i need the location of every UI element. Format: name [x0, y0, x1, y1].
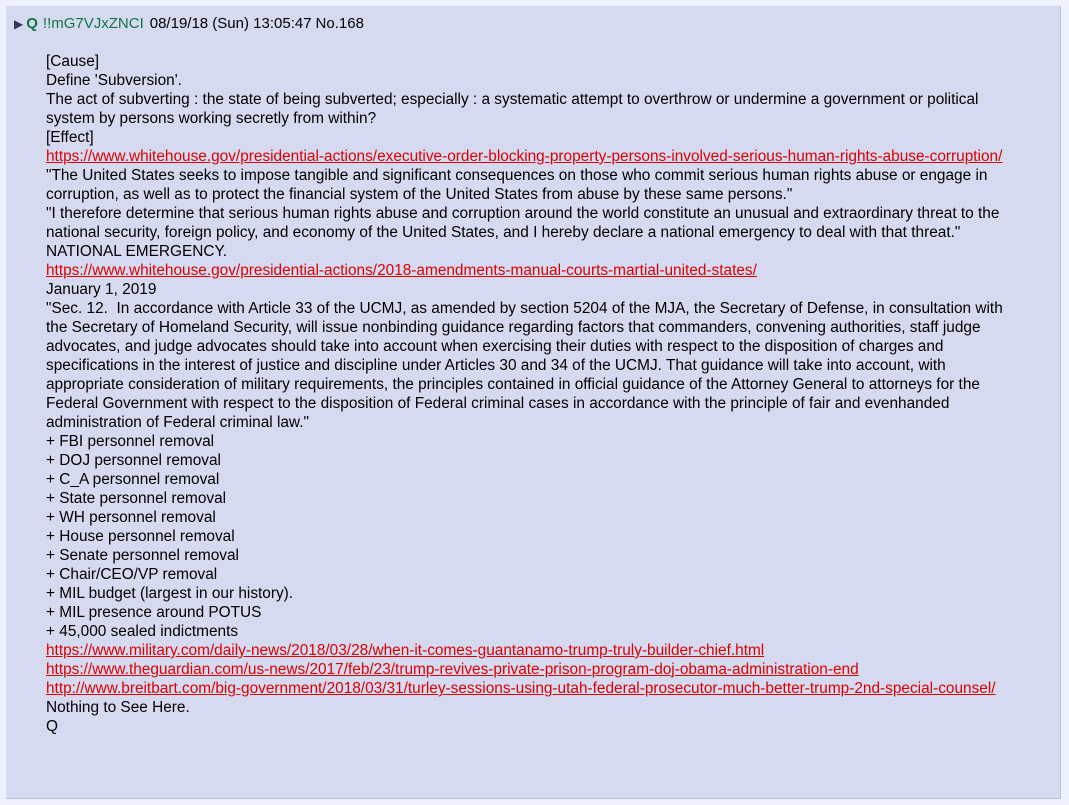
- post-body: [46, 52, 1021, 736]
- post-text-line: NATIONAL EMERGENCY.: [46, 243, 228, 260]
- post-text-line: + WH personnel removal: [46, 509, 216, 526]
- post-text-line: Q: [46, 718, 58, 735]
- post-link[interactable]: https://www.theguardian.com/us-news/2017/feb/23/trump-revives-private-prison-program-doj-obama-administration-end: [46, 661, 859, 678]
- post-link[interactable]: https://www.whitehouse.gov/presidential-actions/executive-order-blocking-property-persons-involved-serious-human-rights-abuse-corruption/: [46, 148, 1003, 165]
- post-menu-arrow-icon[interactable]: ▶: [14, 17, 24, 31]
- post-text-line: + State personnel removal: [46, 490, 227, 507]
- tripcode: !!mG7VJxZNCI: [42, 15, 144, 32]
- post-text-line: + DOJ personnel removal: [46, 452, 221, 469]
- post-text-line: + FBI personnel removal: [46, 433, 215, 450]
- post-text-line: + MIL presence around POTUS: [46, 604, 262, 621]
- post-text-line: "The United States seeks to impose tangible and significant consequences on those who commit serious human rights abuse or engage in corruption, as well as to protect the financial system of the United States from abuse by these same persons.": [46, 167, 992, 203]
- post-link[interactable]: http://www.breitbart.com/big-government/2018/03/31/turley-sessions-using-utah-federal-prosecutor-much-better-trump-2nd-special-counsel/: [46, 680, 996, 697]
- post-link[interactable]: https://www.military.com/daily-news/2018/03/28/when-it-comes-guantanamo-trump-truly-builder-chief.html: [46, 642, 765, 659]
- post-number[interactable]: No.168: [315, 15, 364, 32]
- post-text-line: + 45,000 sealed indictments: [46, 623, 239, 640]
- post-date: 08/19/18 (Sun) 13:05:47: [149, 15, 312, 32]
- post-text-line: Define 'Subversion'.: [46, 72, 182, 89]
- post-text-line: "I therefore determine that serious human rights abuse and corruption around the world constitute an unusual and extraordinary threat to the national security, foreign policy, and economy of the United States, and I hereby declare a national emergency to deal with that threat.": [46, 205, 1004, 241]
- post-text-line: [Effect]: [46, 129, 94, 146]
- post-link[interactable]: https://www.whitehouse.gov/presidential-actions/2018-amendments-manual-courts-martial-united-states/: [46, 262, 757, 279]
- post-text-line: + Senate personnel removal: [46, 547, 239, 564]
- post-text-line: + C_A personnel removal: [46, 471, 220, 488]
- post-text-line: January 1, 2019: [46, 281, 157, 298]
- poster-name: Q: [26, 15, 38, 32]
- post-header: [14, 15, 364, 33]
- post-text-line: "Sec. 12. In accordance with Article 33 of the UCMJ, as amended by section 5204 of the MJA, the Secretary of Defense, in consultation with the Secretary of Homeland Security, will issue nonbinding guidance regarding factors that commanders, convening authorities, staff judge advocates, and judge advocates should take into account when exercising their duties with respect to the disposition of charges and specifications in the interest of justice and discipline under Articles 30 and 34 of the UCMJ. That guidance will take into account, with appropriate consideration of military requirements, the principles contained in official guidance of the Attorney General to attorneys for the Federal Government with respect to the disposition of Federal criminal cases in accordance with the principle of fair and evenhanded administration of Federal criminal law.": [46, 300, 1008, 431]
- post-text-line: [Cause]: [46, 53, 100, 70]
- post-text-line: The act of subverting : the state of being subverted; especially : a systematic attempt to overthrow or undermine a government or political system by persons working secretly from within?: [46, 91, 983, 127]
- post-container: [6, 6, 1061, 799]
- post-text-line: + House personnel removal: [46, 528, 235, 545]
- post-text-line: Nothing to See Here.: [46, 699, 190, 716]
- post-text-line: + Chair/CEO/VP removal: [46, 566, 218, 583]
- post-text-line: + MIL budget (largest in our history).: [46, 585, 294, 602]
